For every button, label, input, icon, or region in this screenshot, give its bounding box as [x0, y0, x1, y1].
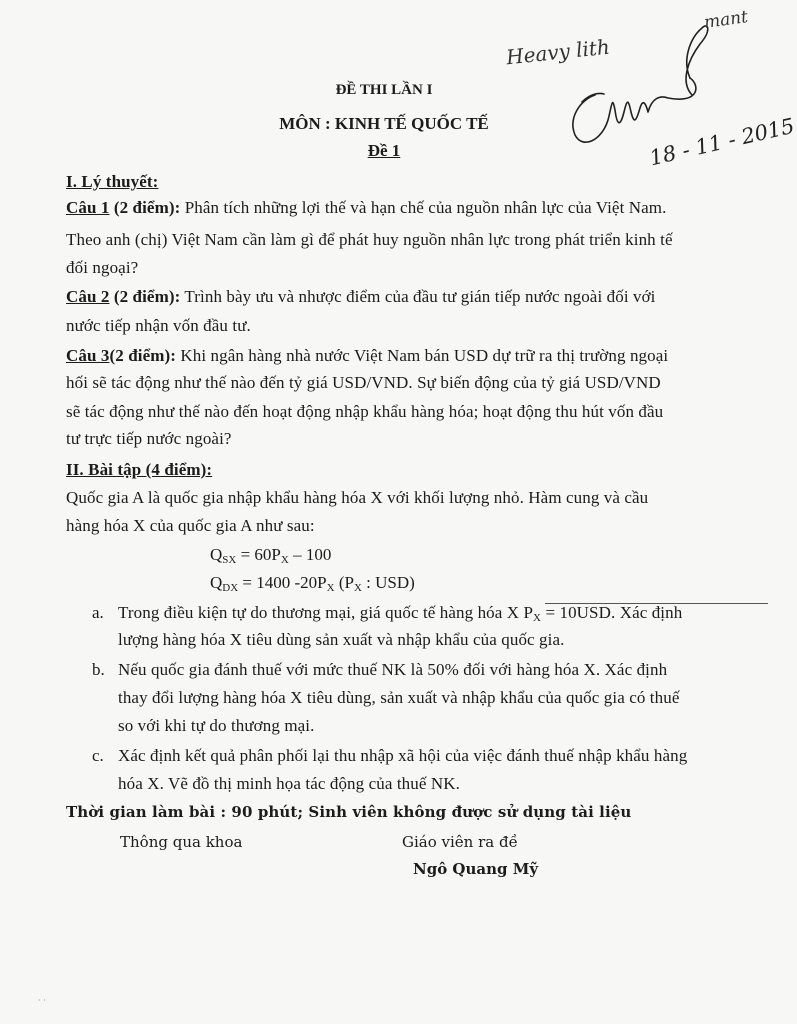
q1-points: (2 điểm): [109, 198, 181, 217]
q3-points: (2 điểm): [109, 346, 177, 365]
scan-speck: · · [38, 996, 46, 1005]
q3-line-1: Khi ngân hàng nhà nước Việt Nam bán USD dự trữ ra thị trường ngoại [176, 346, 669, 365]
q1-line-3: đối ngoại? [66, 258, 139, 277]
q3-line-2: hối sẽ tác động như thế nào đến tỷ giá USD/VND. Sự biến động của tỷ giá USD/VND [66, 373, 661, 392]
q1-line-1: Phân tích những lợi thế và hạn chế của nguồn nhân lực của Việt Nam. [180, 198, 667, 217]
item-c-line-1: Xác định kết quả phân phối lại thu nhập xã hội của việc đánh thuế nhập khẩu hàng [118, 746, 688, 765]
q1-label: Câu 1 [66, 198, 110, 217]
item-b-line-1: Nếu quốc gia đánh thuế với mức thuế NK là 50% đối với hàng hóa X. Xác định [118, 660, 668, 679]
q2-points: (2 điểm): [109, 287, 181, 306]
time-note: Thời gian làm bài : 90 phút; Sinh viên không được sử dụng tài liệu [66, 803, 632, 821]
handwritten-note-right: mant [702, 7, 750, 33]
exercise-intro-2: hàng hóa X của quốc gia A như sau: [66, 516, 315, 535]
q3-label: Câu 3 [66, 346, 110, 365]
department-approval: Thông qua khoa [120, 833, 243, 851]
question-2 [66, 287, 656, 307]
exam-code [0, 141, 768, 161]
item-b-line-3: so với khi tự do thương mại. [118, 716, 315, 735]
exam-code-text: Đề 1 [367, 141, 401, 160]
teacher-role: Giáo viên ra đề [402, 833, 518, 851]
handwritten-note-left: Heavy lith [505, 34, 611, 70]
q3-line-3: sẽ tác động như thế nào đến hoạt động nhập khẩu hàng hóa; hoạt động thu hút vốn đầu [66, 402, 664, 421]
teacher-name: Ngô Quang Mỹ [413, 860, 539, 878]
item-a-marker: a. [92, 603, 104, 622]
question-3 [66, 346, 668, 366]
handwritten-date: 18 - 11 - 2015 [647, 113, 797, 171]
supply-equation: $Q_{SX} = 60P_X - 100$ [210, 545, 332, 566]
q2-line-1: Trình bày ưu và nhược điểm của đầu tư gián tiếp nước ngoài đối với [180, 287, 656, 306]
exercise-intro-1: Quốc gia A là quốc gia nhập khẩu hàng hóa X với khối lượng nhỏ. Hàm cung và cầu [66, 488, 649, 507]
item-b-marker: b. [92, 660, 105, 679]
item-a-line-2: lượng hàng hóa X tiêu dùng sản xuất và nhập khẩu của quốc gia. [118, 630, 565, 649]
item-c-line-2: hóa X. Vẽ đồ thị minh họa tác động của thuế NK. [118, 774, 460, 793]
q1-line-2: Theo anh (chị) Việt Nam cần làm gì để phát huy nguồn nhân lực trong phát triển kinh tế [66, 230, 673, 249]
q2-label: Câu 2 [66, 287, 110, 306]
q3-line-4: tư trực tiếp nước ngoài? [66, 429, 232, 448]
exercise-heading: II. Bài tập (4 điểm): [66, 460, 213, 479]
exam-title: ĐỀ THI LẦN I [335, 82, 433, 98]
q2-line-2: nước tiếp nhận vốn đầu tư. [66, 316, 251, 335]
item-b-line-2: thay đổi lượng hàng hóa X tiêu dùng, sản xuất và nhập khẩu của quốc gia có thuế [118, 688, 680, 707]
item-c-marker: c. [92, 746, 104, 765]
item-a-line-1: Trong điều kiện tự do thương mại, giá quốc tế hàng hóa X $P_X = 10USD$. Xác định [118, 603, 683, 624]
demand-equation: $Q_{DX} = 1400$ $-20P_X$ ($P_X$ : USD) [210, 573, 415, 594]
exam-subject: MÔN : KINH TẾ QUỐC TẾ [279, 114, 489, 133]
question-1 [66, 198, 666, 218]
theory-heading: I. Lý thuyết: [66, 172, 159, 191]
